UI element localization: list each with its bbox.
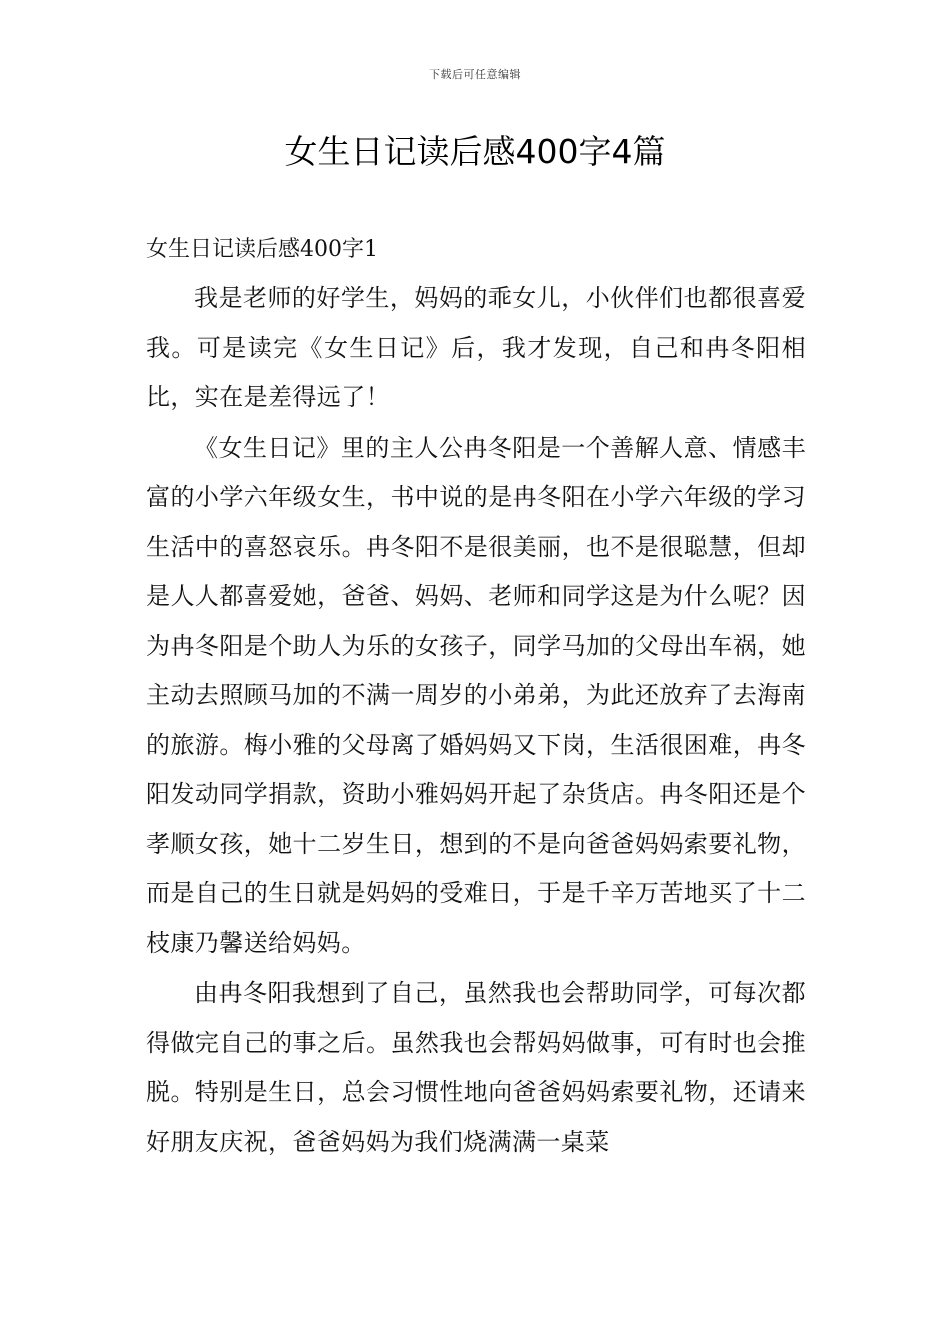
paragraph-2: 《女生日记》里的主人公冉冬阳是一个善解人意、情感丰富的小学六年级女生，书中说的是冉冬阳在小学六年级的学习生活中的喜怒哀乐。冉冬阳不是很美丽，也不是很聪慧，但却是人人都喜爱她，爸爸、妈妈、老师和同学这是为什么呢？因为冉冬阳是个助人为乐的女孩子，同学马加的父母出车祸，她主动去照顾马加的不满一周岁的小弟弟，为此还放弃了去海南的旅游。梅小雅的父母离了婚妈妈又下岗，生活很困难，冉冬阳发动同学捐款，资助小雅妈妈开起了杂货店。冉冬阳还是个孝顺女孩，她十二岁生日，想到的不是向爸爸妈妈索要礼物，而是自己的生日就是妈妈的受难日，于是千辛万苦地买了十二枝康乃馨送给妈妈。 <box>146 433 806 957</box>
paragraph-3: 由冉冬阳我想到了自己，虽然我也会帮助同学，可每次都得做完自己的事之后。虽然我也会帮妈妈做事，可有时也会推脱。特别是生日，总会习惯性地向爸爸妈妈索要礼物，还请来好朋友庆祝，爸爸妈妈为我们烧满满一桌菜 <box>146 979 806 1156</box>
paragraph-1: 我是老师的好学生，妈妈的乖女儿，小伙伴们也都很喜爱我。可是读完《女生日记》后，我才发现，自己和冉冬阳相比，实在是差得远了！ <box>146 284 806 411</box>
page-header-note: 下载后可任意编辑 <box>429 68 521 81</box>
document-body <box>146 274 806 1168</box>
document-title: 女生日记读后感400字4篇 <box>284 132 666 171</box>
section-heading: 女生日记读后感400字1 <box>146 237 378 262</box>
